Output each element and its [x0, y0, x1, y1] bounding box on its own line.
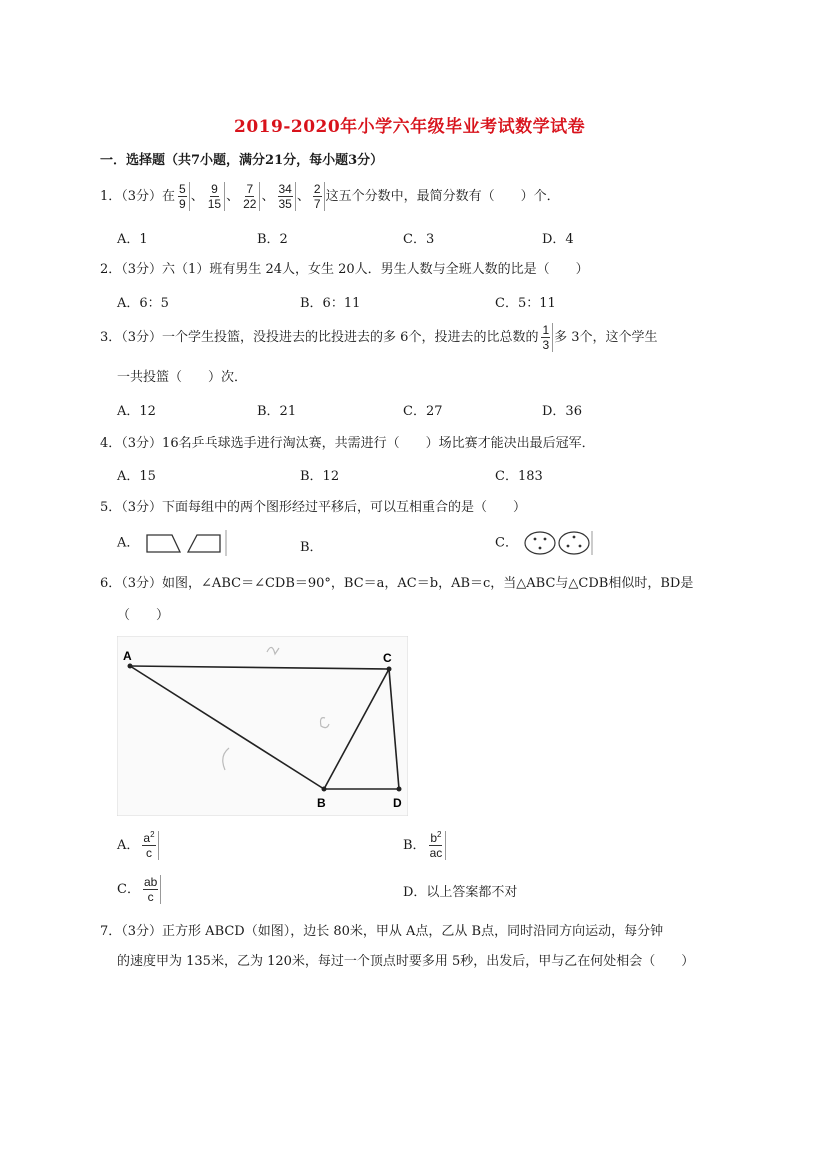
point-b-label: B: [317, 796, 326, 810]
q2-option-a: A．6：5: [117, 296, 169, 311]
fraction-34-35: $\frac{34}{35}$: [276, 182, 296, 211]
fraction-a2-c: $\frac{a^2}{c}$: [140, 831, 158, 860]
q6-option-d: D．以上答案都不对: [403, 885, 518, 900]
q2-option-c: C．5：11: [495, 296, 556, 311]
question-3: 3．（3分）一个学生投篮，没投进去的比投进去的多 6个，投进去的比总数的 $\frac{1}{3}$ 多 3个，这个学生: [100, 323, 658, 352]
q3-option-d: D．36: [542, 404, 582, 419]
q1-option-d: D．4: [542, 232, 574, 247]
q4-option-a: A．15: [117, 469, 156, 484]
q6-option-c: C． $\frac{ab}{c}$: [117, 870, 162, 910]
fraction-7-22: $\frac{7}{22}$: [240, 182, 260, 211]
section-header: 一．选择题（共7小题，满分21分，每小题3分）: [100, 153, 384, 168]
q2-option-b: B．6：11: [300, 296, 361, 311]
question-3-line2: 一共投篮（ ）次．: [117, 370, 248, 385]
question-1: 1．（3分）在 $\frac{5}{9}$ 、 $\frac{9}{15}$ 、 $\frac{7}{22}$ 、 $\frac{34}{35}$ 、 $\frac{2}{7}$ 这五个分数中，最简分数有（ ）个．: [100, 182, 560, 211]
fraction-2-7: $\frac{2}{7}$: [311, 182, 325, 211]
q4-option-c: C．183: [495, 469, 543, 484]
q4-option-b: B．12: [300, 469, 340, 484]
triangle-diagram: [117, 636, 408, 816]
dotted-circles-icon: [522, 529, 594, 557]
question-6-line2: （ ）: [117, 608, 170, 623]
page-title: 2019-2020年小学六年级毕业考试数学试卷: [234, 117, 586, 137]
question-7: 7．（3分）正方形 ABCD（如图），边长 80米，甲从 A点，乙从 B点，同时沿同方向运动，每分钟: [100, 924, 664, 939]
question-1-suffix: 这五个分数中，最简分数有（ ）个．: [325, 189, 560, 204]
q1-option-c: C．3: [403, 232, 435, 247]
q3-option-c: C．27: [403, 404, 443, 419]
q1-option-b: B．2: [257, 232, 288, 247]
q6-option-b: B． $\frac{b^2}{ac}$: [403, 826, 447, 866]
q3-option-b: B．21: [257, 404, 297, 419]
point-d-label: D: [393, 796, 402, 810]
fraction-9-15: $\frac{9}{15}$: [205, 182, 225, 211]
fraction-1-3: $\frac{1}{3}$: [539, 323, 553, 352]
q5-option-c: C．: [495, 529, 594, 558]
trapezoid-shapes-icon: [144, 529, 228, 557]
question-5: 5．（3分）下面每组中的两个图形经过平移后，可以互相重合的是（ ）: [100, 500, 527, 515]
question-1-prefix: 1．（3分）在: [100, 189, 176, 204]
q1-option-a: A．1: [117, 232, 148, 247]
q5-option-b: B．: [300, 540, 323, 555]
q5-option-a: A．: [117, 529, 228, 558]
fraction-b2-ac: $\frac{b^2}{ac}$: [427, 831, 447, 860]
question-4: 4．（3分）16名乒乓球选手进行淘汰赛，共需进行（ ）场比赛才能决出最后冠军．: [100, 436, 595, 451]
point-c-label: C: [383, 651, 392, 665]
q3-option-a: A．12: [117, 404, 156, 419]
fraction-ab-c: $\frac{ab}{c}$: [141, 875, 161, 904]
question-7-line2: 的速度甲为 135米，乙为 120米，每过一个顶点时要多用 5秒，出发后，甲与乙在何处相会（ ）: [117, 954, 695, 969]
question-2: 2．（3分）六（1）班有男生 24人，女生 20人．男生人数与全班人数的比是（ ）: [100, 262, 589, 277]
q6-option-a: A． $\frac{a^2}{c}$: [117, 826, 160, 866]
fraction-5-9: $\frac{5}{9}$: [176, 182, 190, 211]
point-a-label: A: [123, 649, 132, 663]
question-6: 6．（3分）如图，∠ABC＝∠CDB＝90°，BC＝a，AC＝b，AB＝c，当△ABC与△CDB相似时，BD是: [100, 576, 694, 591]
